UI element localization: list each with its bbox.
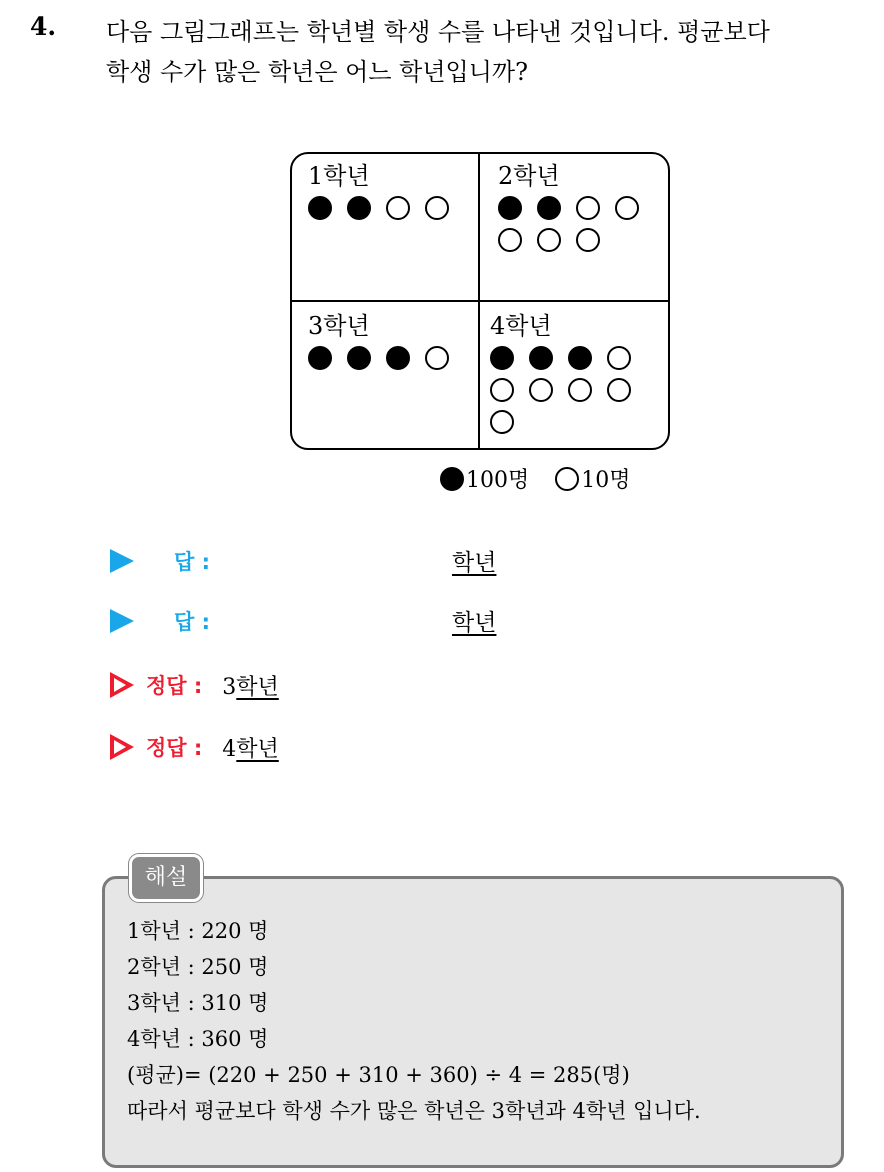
pictograph-cell-grade1 [308,162,468,228]
solution-box [102,876,844,1168]
correct-answer-value [222,732,279,763]
filled-circle-icon [386,346,410,370]
outline-triangle-icon [110,672,134,698]
empty-circle-icon [555,467,579,491]
filled-circle-icon [537,196,561,220]
empty-circle-icon [607,346,631,370]
solution-line: 4학년 : 360 명 [127,1027,269,1051]
question-line-1: 다음 그림그래프는 학년별 학생 수를 나타낸 것입니다. 평균보다 [106,18,770,46]
pictograph-cell-grade2 [498,162,658,260]
empty-circle-icon [425,346,449,370]
filled-circle-icon [529,346,553,370]
pictograph-cell-grade3 [308,312,468,378]
dot-group [490,346,650,442]
empty-circle-icon [490,410,514,434]
outline-triangle-icon [110,734,134,760]
cell-label: 4학년 [490,312,552,340]
correct-answer-label: 정답 : [146,736,203,760]
empty-circle-icon [576,228,600,252]
empty-circle-icon [537,228,561,252]
answer-label: 답 : [174,610,210,634]
dot-group [308,196,468,228]
question-text [106,12,866,92]
correct-answer-1 [110,668,279,702]
filled-circle-icon [498,196,522,220]
solution-line: 따라서 평균보다 학생 수가 많은 학년은 3학년과 4학년 입니다. [127,1099,701,1123]
empty-circle-icon [568,378,592,402]
filled-circle-icon [440,467,464,491]
solution-line: 2학년 : 250 명 [127,955,269,979]
correct-answer-number: 4 [222,736,237,762]
empty-circle-icon [386,196,410,220]
play-triangle-icon [110,609,134,633]
solution-line: 3학년 : 310 명 [127,991,269,1015]
empty-circle-icon [607,378,631,402]
answer-blank-1-unit: 학년 [452,550,497,576]
pictograph-divider-horizontal [290,300,670,302]
filled-circle-icon [308,196,332,220]
dot-group [308,346,468,378]
empty-circle-icon [498,228,522,252]
correct-answer-value [222,670,279,701]
correct-answer-label: 정답 : [146,674,203,698]
empty-circle-icon [490,378,514,402]
legend-small [555,463,630,494]
cell-label: 1학년 [308,162,370,190]
legend-small-label: 10명 [581,468,631,493]
solution-line: 1학년 : 220 명 [127,919,269,943]
cell-label: 3학년 [308,312,370,340]
correct-answer-unit: 학년 [236,736,279,762]
answer-blank-2-unit: 학년 [452,610,497,636]
question-number: 4. [30,12,57,41]
filled-circle-icon [308,346,332,370]
play-triangle-icon [110,549,134,573]
empty-circle-icon [529,378,553,402]
filled-circle-icon [347,196,371,220]
filled-circle-icon [347,346,371,370]
dot-group [498,196,658,260]
correct-answer-2 [110,730,279,764]
empty-circle-icon [576,196,600,220]
filled-circle-icon [490,346,514,370]
answer-blank-1 [110,544,210,578]
solution-line: (평균)= (220 + 250 + 310 + 360) ÷ 4 = 285(명) [127,1063,630,1087]
empty-circle-icon [615,196,639,220]
correct-answer-unit: 학년 [236,674,279,700]
cell-label: 2학년 [498,162,560,190]
question-line-2: 학생 수가 많은 학년은 어느 학년입니까? [106,58,528,86]
filled-circle-icon [568,346,592,370]
pictograph-legend [440,463,657,494]
legend-big-label: 100명 [466,468,530,493]
pictograph-cell-grade4 [490,312,650,442]
correct-answer-number: 3 [222,674,237,700]
answer-blank-2 [110,604,210,638]
empty-circle-icon [425,196,449,220]
answer-label: 답 : [174,550,210,574]
legend-big [440,463,529,494]
solution-tag: 해설 [129,854,203,902]
